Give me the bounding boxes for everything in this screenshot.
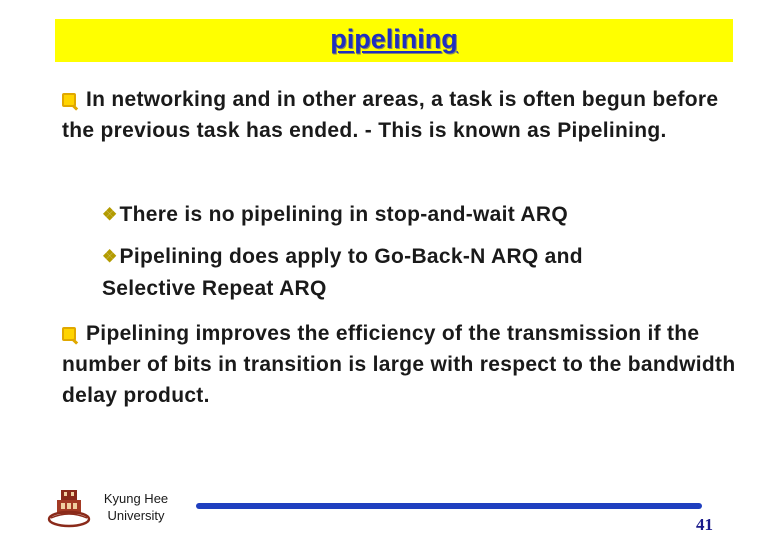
sub-bullet-text: There is no pipelining in stop-and-wait ARQ <box>119 203 569 226</box>
university-name <box>98 490 174 524</box>
sub-bullet-2 <box>102 241 662 304</box>
slide-title: pipelining <box>330 24 458 54</box>
sub-bullet-text: Pipelining does apply to Go-Back-N ARQ and Selective Repeat ARQ <box>102 245 583 300</box>
university-line-1: Kyung Hee <box>103 491 169 506</box>
bullet-paragraph-1 <box>62 84 752 146</box>
title-bar <box>55 19 733 62</box>
page-number: 41 <box>696 515 713 534</box>
q-box-bullet-icon <box>62 93 76 107</box>
university-line-2: University <box>107 508 165 523</box>
bullet-paragraph-2 <box>62 318 752 411</box>
paragraph-text: Pipelining improves the efficiency of the transmission if the number of bits in transition is large with respect to the bandwidth delay product. <box>62 322 736 407</box>
diamond-bullet-icon: ❖ <box>102 205 118 224</box>
sub-bullet-1 <box>102 199 702 231</box>
footer-divider <box>196 503 702 509</box>
q-box-bullet-icon <box>62 327 76 341</box>
university-logo-icon <box>47 488 91 528</box>
diamond-bullet-icon: ❖ <box>102 247 118 266</box>
paragraph-text: In networking and in other areas, a task is often begun before the previous task has ended. - This is known as Pipelining. <box>62 88 719 142</box>
